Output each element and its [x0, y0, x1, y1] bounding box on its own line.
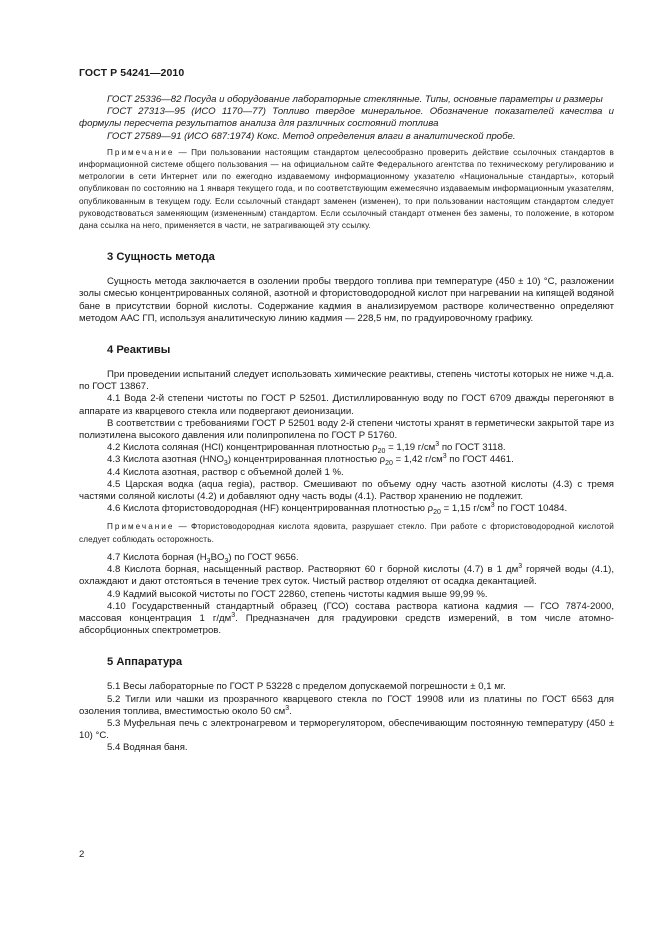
text-run: по ГОСТ 4461.: [446, 454, 514, 466]
paragraph: 5.3 Муфельная печь с электронагревом и терморегулятором, обеспечивающим постоянную температуру (450 ± 10) °С.: [79, 717, 614, 742]
superscript: 3: [490, 502, 495, 510]
text-run: 4.7 Кислота борная (H: [107, 551, 207, 563]
text-run: 4.10 Государственный стандартный образец (ГСО) состава раствора катиона кадмия — ГСО 7874-2000, массовая концентрация 1 г/дм: [79, 600, 614, 624]
paragraph: 5.4 Водяная баня.: [107, 742, 188, 754]
text-run: горячей воды (4.1), охлаждают и дают отстояться в течение трех суток. Чистый раствор отделяют от осадка декантацией.: [79, 564, 614, 588]
paragraph: При проведении испытаний следует использовать химические реактивы, степень чистоты которых не ниже ч.д.а. по ГОСТ 13867.: [79, 369, 614, 393]
note-paragraph: [79, 521, 614, 545]
text-run: 5.2 Тигли или чашки из прозрачного кварцевого стекла по ГОСТ 19908 или из платины по ГОСТ 6563 для озоления топлива, вместимостью около 50 см: [79, 693, 614, 717]
text-run: 4.6 Кислота фтористоводородная (HF) концентрированная плотностью ρ: [107, 503, 434, 515]
superscript: 3: [435, 441, 440, 449]
subscript: 3: [224, 557, 229, 565]
text-run: по ГОСТ 3118.: [439, 442, 506, 454]
text-run: ) по ГОСТ 9656.: [228, 551, 299, 563]
superscript: 3: [231, 611, 236, 619]
text-run: BO: [210, 551, 225, 563]
reference-item: ГОСТ 27589—91 (ИСО 687:1974) Кокс. Метод определения влаги в аналитической пробе.: [107, 130, 516, 142]
text-run: = 1,15 г/см: [440, 503, 491, 515]
text-run: 4.8 Кислота борная, насыщенный раствор. Растворяют 60 г борной кислоты (4.7) в 1 дм: [107, 564, 519, 576]
note-paragraph: [79, 147, 614, 232]
note-text: — Фтористоводородная кислота ядовита, разрушает стекло. При работе с фтористоводородной кислотой следует соблюдать осторожность.: [79, 522, 614, 544]
document-header: ГОСТ Р 54241—2010: [79, 67, 185, 79]
text-run: . Предназначен для градуировки средств измерений, в том числе атомно-абсорбционных спектрометров.: [79, 612, 614, 637]
subscript: 3: [206, 557, 211, 565]
reference-item: ГОСТ 27313—95 (ИСО 1170—77) Топливо твердое минеральное. Обозначение показателей качества и формулы пересчета результатов анализа для различных состояний топлива: [79, 106, 614, 130]
paragraph: 5.1 Весы лабораторные по ГОСТ Р 53228 с пределом допускаемой погрешности ± 0,1 мг.: [107, 681, 506, 693]
paragraph: [79, 454, 614, 466]
paragraph: [79, 694, 614, 718]
section-heading: 3 Сущность метода: [107, 251, 215, 264]
paragraph: 4.9 Кадмий высокой чистоты по ГОСТ 22860, степень чистоты кадмия выше 99,99 %.: [107, 588, 488, 600]
subscript: 20: [433, 509, 441, 517]
page-number: 2: [79, 849, 85, 860]
paragraph: Сущность метода заключается в озолении пробы твердого топлива при температуре (450 ± 10) °С, разложении золы смесью концентрированных соляной, азотной и фтористоводородной кислот при нагревании на кипящей водяной бане в присутствии борной кислоты. Содержание кадмия в анализируемом растворе количественно определяют методом ААС ГП, используя аналитическую линию кадмия — 228,5 нм, по градуировочному графику.: [79, 276, 614, 324]
text-run: 4.2 Кислота соляная (HCl) концентрированная плотностью ρ: [107, 442, 378, 454]
superscript: 3: [285, 704, 290, 712]
document-body: [79, 94, 614, 755]
paragraph: [79, 552, 614, 564]
paragraph: [79, 601, 614, 638]
paragraph: [79, 503, 614, 515]
subscript: 20: [385, 460, 393, 468]
superscript: 3: [518, 562, 523, 570]
text-run: по ГОСТ 10484.: [494, 503, 568, 515]
text-run: 4.3 Кислота азотная (HNO: [107, 454, 224, 466]
paragraph: [79, 564, 614, 588]
paragraph: В соответствии с требованиями ГОСТ Р 52501 воду 2-й степени чистоты хранят в герметически закрытой таре из полиэтилена высокого давления или полипропилена по ГОСТ Р 51760.: [79, 417, 615, 442]
note-lead: Примечание: [107, 147, 175, 157]
section-heading: 4 Реактивы: [107, 344, 171, 357]
text-run: ) концентрированная плотностью ρ: [227, 454, 386, 466]
superscript: 3: [442, 453, 447, 461]
subscript: 3: [223, 460, 228, 468]
note-lead: Примечание: [107, 522, 175, 532]
paragraph: 4.4 Кислота азотная, раствор с объемной долей 1 %.: [107, 466, 344, 478]
subscript: 20: [377, 448, 386, 456]
paragraph: 4.1 Вода 2-й степени чистоты по ГОСТ Р 52501. Дистиллированную воду по ГОСТ 6709 дважды перегоняют в аппарате из кварцевого стекла или подвергают деионизации.: [79, 393, 614, 417]
text-run: = 1,42 г/см: [392, 454, 443, 466]
section-heading: 5 Аппаратура: [107, 656, 183, 669]
paragraph: [79, 442, 614, 454]
reference-item: ГОСТ 25336—82 Посуда и оборудование лабораторные стеклянные. Типы, основные параметры и размеры: [107, 94, 603, 105]
note-text: — При пользовании настоящим стандартом целесообразно проверить действие ссылочных стандартов в информационной системе общего пользования — на официальном сайте Федерального агентства по техническому регулированию и метрологии в сети Интернет или по ежегодно издаваемому информационному указателю «Национальные стандарты», который опубликован по состоянию на 1 января текущего года, и по соответствующим ежемесячно издаваемым информационным указателям, опубликованным в текущем году. Если ссылочный стандарт заменен (изменен), то при пользовании настоящим стандартом следует руководствоваться заменяющим (измененным) стандартом. Если ссылочный стандарт отменен без замены, то положение, в котором дана ссылка на него, применяется в части, не затрагивающей эту ссылку.: [79, 147, 614, 231]
paragraph: 4.5 Царская водка (aqua regia), раствор. Смешивают по объему одну часть азотной кислоты (4.3) с тремя частями соляной кислоты (4.2) и добавляют одну часть воды (4.1). Раствор хранению не подлежит.: [79, 478, 614, 503]
text-run: = 1,19 г/см: [385, 442, 436, 454]
text-run: .: [289, 705, 292, 717]
